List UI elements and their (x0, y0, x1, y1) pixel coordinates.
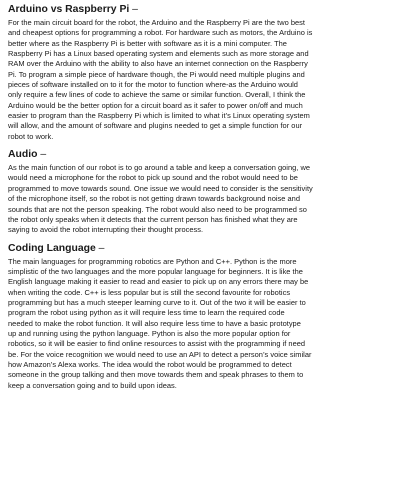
text-line: English language making it easier to read and easier to pick up on any errors there may be (8, 277, 309, 287)
text-line: when writing the code. C++ is less popular but is still the second favourite for robotics (8, 287, 291, 297)
text-line: would need a microphone for the robot to pick up sound and the robot would need to be (8, 173, 298, 183)
text-line: Arduino would be the better option for a circuit board as it safer to power on/off and much (8, 100, 303, 110)
text-line: robotics, so it will be easier to find online resources to assist with the programming if need (8, 339, 306, 349)
text-line: Raspberry Pi has a Linux based operating system and elements such as more storage and (8, 49, 309, 59)
heading-text: Audio (8, 149, 38, 161)
text-line: The main languages for programming robotics are Python and C++. Python is the more (8, 256, 297, 266)
text-line: RAM over the Arduino with the ability to also have an internet connection on the Raspberry (8, 59, 308, 69)
paragraph (8, 257, 394, 391)
text-line: robot to work. (8, 131, 54, 141)
document-page (8, 3, 394, 397)
text-line: easier to program than the Raspberry Pi which is limited to what it’s Linux operating system (8, 111, 310, 121)
text-line: better where as the Raspberry Pi is better with software as it is a mini computer. The (8, 38, 287, 48)
text-line: needed to make the robot function. It will also require less time to have a basic prototype (8, 318, 301, 328)
text-line: Pi. To program a simple piece of hardware though, the Pi would need multiple plugins and (8, 69, 305, 79)
section-arduino-vs-raspberry-pi (8, 3, 394, 142)
text-line: pieces of software installed on to it for the motor to function where-as the Arduino would (8, 80, 298, 90)
paragraph (8, 163, 394, 235)
text-line: someone in the group talking and then move towards them and speak phrases to them to (8, 370, 304, 380)
section-heading (8, 148, 394, 161)
text-line: be. For the voice recognition we would need to use an API to detect a person’s voice similar (8, 349, 312, 359)
text-line: and cheapest options for programming a robot. For hardware such as motors, the Arduino is (8, 28, 313, 38)
text-line: how Amazon’s Alexa works. The idea would the robot would be programmed to detect (8, 359, 292, 369)
text-line: keep a conversation going and to build upon ideas. (8, 380, 177, 390)
section-audio (8, 148, 394, 235)
paragraph (8, 18, 394, 142)
section-heading (8, 3, 394, 16)
heading-text: Coding Language (8, 242, 96, 254)
heading-dash: – (129, 4, 138, 15)
heading-dash: – (37, 149, 47, 161)
text-line: As the main function of our robot is to go around a table and keep a conversation going, we (8, 163, 310, 173)
heading-dash: – (95, 242, 105, 254)
text-line: will allow, and the amount of software and plugins needed to get a simple function for our (8, 121, 303, 131)
heading-text: Arduino vs Raspberry Pi (8, 4, 130, 15)
text-line: programmed to move towards sound. One issue we would need to consider is the sensitivity (8, 183, 313, 193)
section-coding-language (8, 242, 394, 391)
text-line: the robot only speaks when it detects that the current person has finished what they are (8, 214, 298, 224)
text-line: of the microphone itself, so the robot is not getting drawn towards background noise and (8, 194, 300, 204)
section-heading (8, 242, 394, 255)
text-line: simplistic of the two languages and the more popular language for beginners. It is like the (8, 266, 303, 276)
text-line: sounds that are not the person speaking. The robot would also need to be programmed so (8, 204, 307, 214)
text-line: only require a few lines of code to achieve the same or similar function. Overall, I think the (8, 90, 306, 100)
text-line: up and running using the python language. Python is also the more popular option for (8, 328, 291, 338)
text-line: For the main circuit board for the robot, the Arduino and the Raspberry Pi are the two best (8, 18, 305, 27)
text-line: saying to avoid the robot interrupting their thought process. (8, 225, 204, 235)
text-line: programming but has a much steeper learning curve to it. Out of the two it will be easier to (8, 297, 306, 307)
text-line: program the robot using python as it will require less time to learn the required code (8, 308, 285, 318)
